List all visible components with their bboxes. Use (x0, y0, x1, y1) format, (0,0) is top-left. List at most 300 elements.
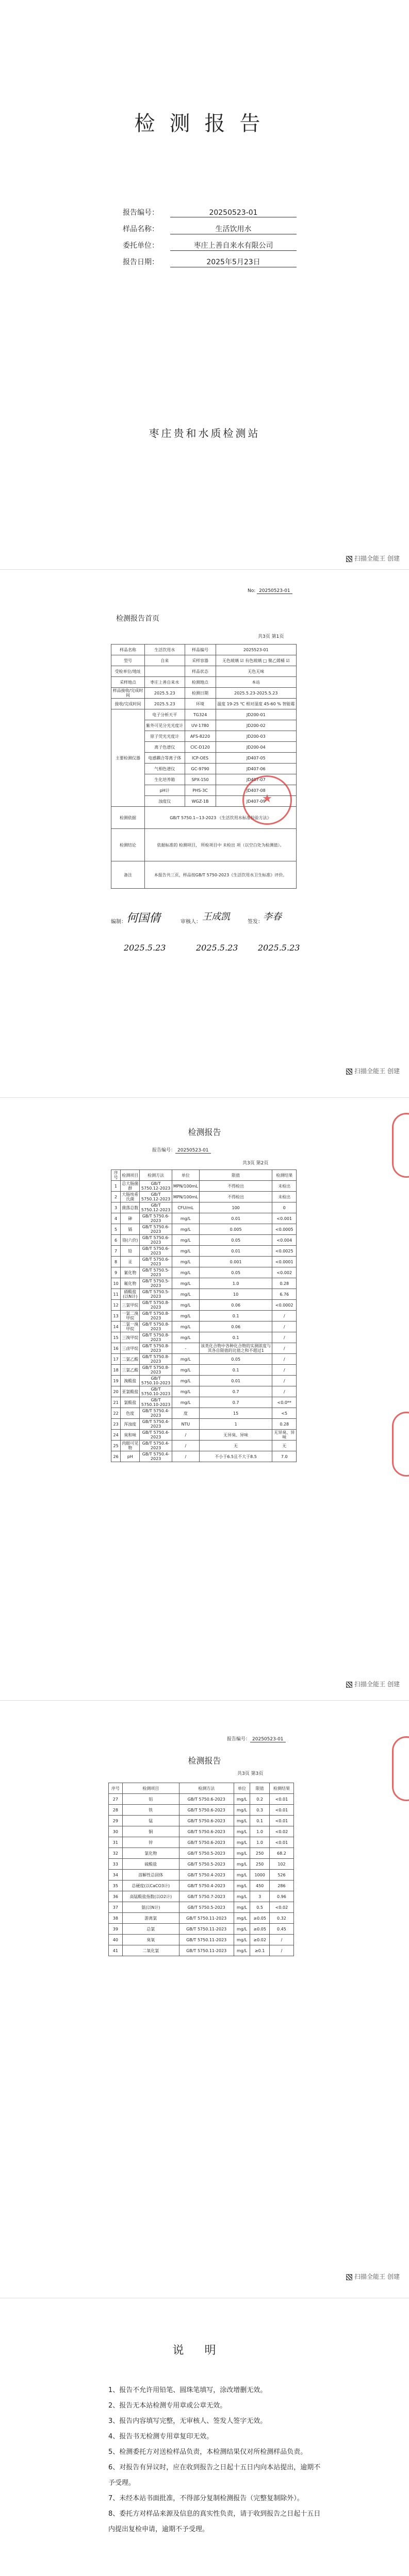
table-cell: 17 (111, 1354, 121, 1365)
table-cell: 10 (111, 1278, 121, 1289)
table-cell: GB/T 5750.8-2023 (140, 1321, 172, 1332)
qr-icon (346, 1069, 352, 1075)
table-cell: 2 (111, 1192, 121, 1202)
table-cell: GB/T 5750.8-2023 (140, 1332, 172, 1343)
table-cell: GB/T 5750.8-2023 (140, 1365, 172, 1376)
table-row: 离子色谱仪 CIC-D120 JD200-04 (111, 742, 297, 753)
table-cell: 1.0 (199, 1278, 272, 1289)
page-2-title: 检测报告 (188, 1127, 221, 1137)
table-cell: mg/L (172, 1397, 199, 1408)
table-cell: / (272, 1386, 297, 1397)
table-cell: 0.06 (199, 1321, 272, 1332)
table-cell: 34 (109, 1870, 123, 1880)
table-cell: <0.002 (272, 1267, 297, 1278)
table-cell: 68.2 (269, 1848, 293, 1859)
table-cell: GB/T 5750.5-2023 (179, 1848, 234, 1859)
table-cell: 33 (109, 1859, 123, 1870)
table-row: 浊度仪 WGZ-1B JD407-09 (111, 796, 297, 807)
table-cell: mg/L (172, 1321, 199, 1332)
table-cell: <0.001 (272, 1213, 297, 1224)
table-cell: 未检出 (272, 1192, 297, 1202)
table-cell: 3 (111, 1202, 121, 1213)
page-divider (0, 569, 409, 570)
table-cell: mg/L (234, 1837, 250, 1848)
table-row (111, 1321, 297, 1332)
table-row (111, 1440, 297, 1451)
table-cell: GB/T 5750.5-2023 (179, 1859, 234, 1870)
table-row (111, 1192, 297, 1202)
table-cell: 0.001 (199, 1257, 272, 1267)
table-cell: 总硬度(以CaCO3计) (122, 1880, 179, 1891)
table-cell: 砷 (121, 1213, 140, 1224)
table-cell: 6 (111, 1235, 121, 1246)
table-cell: ≥0.02 (250, 1935, 270, 1945)
table-cell: mg/L (234, 1945, 250, 1956)
table-cell: 溶解性总固体 (122, 1870, 179, 1880)
table-cell: / (172, 1440, 199, 1451)
table-row (111, 1419, 297, 1430)
table-cell: 286 (269, 1880, 293, 1891)
table-cell: GB/T 5750.10-2023 (140, 1386, 172, 1397)
report-page-3 (0, 1705, 409, 2287)
table-cell: 菌落总数 (121, 1202, 140, 1213)
table-cell: GB/T 5750.5-2023 (140, 1267, 172, 1278)
table-cell: MPN/100mL (172, 1181, 199, 1192)
table-cell: GB/T 5750.4-2023 (179, 1870, 234, 1880)
table-cell: 无异臭、异味 (199, 1430, 272, 1440)
table-cell: GB/T 5750.8-2023 (140, 1300, 172, 1311)
table-cell: 二氯乙酸 (121, 1354, 140, 1365)
table-row (109, 1848, 294, 1859)
table-cell: 大肠埃希氏菌 (121, 1192, 140, 1202)
table-cell: mg/L (234, 1924, 250, 1935)
table-cell: GB/T 5750.6-2023 (140, 1235, 172, 1246)
table-cell: mg/L (172, 1246, 199, 1257)
table-row (109, 1837, 294, 1848)
table-cell: 镉 (121, 1224, 140, 1235)
table-cell: <0.0005 (272, 1224, 297, 1235)
table-cell: 臭氧 (122, 1935, 179, 1945)
cover-issue-date: 报告日期： 2025年5月23日 (123, 257, 308, 267)
table-cell: GB/T 5750.4-2023 (140, 1419, 172, 1430)
table-cell: 一氯二溴甲烷 (121, 1311, 140, 1321)
table-cell: 0.28 (272, 1278, 297, 1289)
table-cell: / (172, 1451, 199, 1462)
table-row (111, 1332, 297, 1343)
page-info: 共3页 第1页 (258, 634, 284, 639)
table-cell: <0.01 (269, 1816, 293, 1826)
table-cell: / (269, 1935, 293, 1945)
table-row (111, 1278, 297, 1289)
table-cell: 16 (111, 1343, 121, 1354)
table-cell: <0.01 (269, 1794, 293, 1805)
column-header: 限值 (199, 1170, 272, 1181)
table-row: 气相色谱仪 GC-9790 JD407-06 (111, 764, 297, 774)
table-cell: 0.96 (269, 1891, 293, 1902)
seam-stamp (392, 1113, 409, 1178)
table-cell: 5 (111, 1224, 121, 1235)
note-item: 6、对报告有异议时，应在收到报告之日起十五日内向本站提出，逾期不予受理。 (108, 2464, 321, 2487)
table-cell: mg/L (172, 1235, 199, 1246)
table-cell: GB/T 5750.8-2023 (140, 1354, 172, 1365)
table-row (111, 1246, 297, 1257)
table-row (111, 1311, 297, 1321)
cover-title: 检测报告 (134, 112, 275, 135)
table-cell: 250 (250, 1859, 270, 1870)
table-cell: 38 (109, 1913, 123, 1924)
table-cell: GB/T 5750.6-2023 (140, 1213, 172, 1224)
table-cell: 41 (109, 1945, 123, 1956)
column-header: 检测项目 (122, 1783, 179, 1794)
table-row: 检测依据 GB/T 5750.1~13-2023 《生活饮用水标准检验方法》 (111, 807, 297, 829)
table-row (109, 1902, 294, 1913)
table-header-row (111, 1170, 297, 1181)
qr-icon (346, 556, 352, 562)
table-row (111, 1376, 297, 1386)
table-cell: GB/T 5750.11-2023 (179, 1945, 234, 1956)
table-cell: 12 (111, 1300, 121, 1311)
table-cell: 硫酸盐 (122, 1859, 179, 1870)
table-row (109, 1816, 294, 1826)
table-cell: 39 (109, 1924, 123, 1935)
table-cell: 无异臭、异味 (272, 1430, 297, 1440)
table-cell: 三卤甲烷 (121, 1343, 140, 1354)
table-row (111, 1451, 297, 1462)
table-cell: 11 (111, 1289, 121, 1300)
table-cell: 10 (199, 1289, 272, 1300)
table-cell: mg/L (172, 1267, 199, 1278)
table-row: pH计 PHS-3C JD407-08 (111, 785, 297, 796)
table-cell: mg/L (172, 1332, 199, 1343)
table-cell: 21 (111, 1397, 121, 1408)
table-cell: 0.32 (269, 1913, 293, 1924)
table-cell: 32 (109, 1848, 123, 1859)
table-cell: GB/T 5750.12-2023 (140, 1181, 172, 1192)
checker-label: 审核人： (181, 919, 201, 925)
table-cell: mg/L (234, 1826, 250, 1837)
table-cell: 31 (109, 1837, 123, 1848)
table-row (109, 1794, 294, 1805)
table-row (109, 1826, 294, 1837)
column-header: 限值 (250, 1783, 270, 1794)
seam-stamp (392, 1412, 409, 1477)
table-cell: - (172, 1343, 199, 1354)
table-cell: 37 (109, 1902, 123, 1913)
table-row (111, 1235, 297, 1246)
table-cell: / (272, 1365, 297, 1376)
table-cell: 铜 (122, 1826, 179, 1837)
table-cell: 该类化合物中各种化合物的实测浓度与其各自限值的比值之和不超过1 (199, 1343, 272, 1354)
table-cell: GB/T 5750.6-2023 (140, 1257, 172, 1267)
table-cell: 0.28 (272, 1419, 297, 1430)
table-cell: GB/T 5750.4-2023 (179, 1880, 234, 1891)
table-cell: 25 (111, 1440, 121, 1451)
scan-watermark: 扫描全能王 创建 (346, 554, 400, 563)
notes-title: 说明 (172, 2344, 237, 2357)
table-cell: / (272, 1311, 297, 1321)
table-cell: mg/L (172, 1311, 199, 1321)
table-row (111, 1289, 297, 1300)
table-cell: 0.1 (199, 1365, 272, 1376)
table-cell: GB/T 5750.6-2023 (179, 1805, 234, 1816)
table-cell: GB/T 5750.4-2023 (140, 1451, 172, 1462)
scan-watermark: 扫描全能王 创建 (346, 2272, 400, 2281)
table-cell: 30 (109, 1826, 123, 1837)
table-row (111, 1224, 297, 1235)
table-cell: mg/L (234, 1891, 250, 1902)
column-header: 检测结果 (269, 1783, 293, 1794)
table-cell: 0.005 (199, 1224, 272, 1235)
table-cell: 0 (272, 1202, 297, 1213)
table-cell: 18 (111, 1365, 121, 1376)
table-cell: 氟化物 (121, 1278, 140, 1289)
table-cell: 三氯甲烷 (121, 1300, 140, 1311)
table-cell: CFU/mL (172, 1202, 199, 1213)
table-cell: mg/L (234, 1859, 250, 1870)
table-cell: 0.1 (250, 1816, 270, 1826)
column-header: 单位 (172, 1170, 199, 1181)
table-row (111, 1257, 297, 1267)
table-header-row (109, 1783, 294, 1794)
approver-date: 2025.5.23 (258, 943, 300, 953)
table-row: 电感耦合等离子体 ICP-OES JD407-05 (111, 753, 297, 764)
table-cell: 7 (111, 1246, 121, 1257)
table-cell: 不小于6.5且不大于8.5 (199, 1451, 272, 1462)
table-cell: <0.0002 (272, 1300, 297, 1311)
table-cell: 0.5 (250, 1902, 270, 1913)
table-cell: mg/L (234, 1913, 250, 1924)
table-cell: / (269, 1945, 293, 1956)
table-cell: <0.004 (272, 1235, 297, 1246)
table-row (109, 1859, 294, 1870)
table-cell: 铝 (122, 1794, 179, 1805)
table-cell: 0.1 (199, 1311, 272, 1321)
table-row (109, 1870, 294, 1880)
table-row: 样品名称 生活饮用水 样品编号 2025523-01 (111, 645, 297, 655)
page-2-report-no: 报告编号： 20250523-01 (152, 1146, 211, 1153)
table-row: 接收/完成时间 2025.5.23 环境 温度 19-25 ℃ 相对湿度 45-60 % 智能霉 (111, 699, 297, 709)
note-item: 5、检测委托方对送检样品负责，本检测结果仅对所检测样品负责。 (108, 2448, 307, 2456)
cover-sample-name: 样品名称： 生活饮用水 (123, 224, 308, 234)
table-row (111, 1365, 297, 1376)
table-row: 样品接收/完成时间 2025.5.23 检测日期 2025.5.23-2025.5.23 (111, 688, 297, 699)
table-row: 采样地点 枣庄上善自来水 检测地点 本站 (111, 677, 297, 688)
cover-page (0, 0, 409, 567)
table-cell: GB/T 5750.6-2023 (179, 1816, 234, 1826)
approver-label: 签发： (248, 919, 263, 925)
table-cell: GB/T 5750.6-2023 (140, 1224, 172, 1235)
table-cell: MPN/100mL (172, 1192, 199, 1202)
table-row (111, 1267, 297, 1278)
table-cell: / (272, 1332, 297, 1343)
table-cell: mg/L (172, 1257, 199, 1267)
column-header: 单位 (234, 1783, 250, 1794)
table-cell: 二氧化氯 (122, 1945, 179, 1956)
signer-date: 2025.5.23 (124, 943, 166, 953)
table-cell: 36 (109, 1891, 123, 1902)
table-cell: 氨(以N计) (122, 1902, 179, 1913)
page-divider (0, 1097, 409, 1098)
notes-list (108, 2383, 325, 2537)
table-cell: 19 (111, 1376, 121, 1386)
table-row (111, 1386, 297, 1397)
table-cell: 0.01 (199, 1213, 272, 1224)
table-cell: NTU (172, 1419, 199, 1430)
table-cell: mg/L (172, 1365, 199, 1376)
table-cell: 亚氯酸盐 (121, 1386, 140, 1397)
table-cell: / (272, 1376, 297, 1386)
table-row (109, 1880, 294, 1891)
table-cell: 526 (269, 1870, 293, 1880)
note-item: 4、报告书无检测专用章复印无效。 (108, 2433, 214, 2441)
table-cell: 1.0 (250, 1837, 270, 1848)
table-cell: 不得检出 (199, 1192, 272, 1202)
table-cell: 铅 (121, 1246, 140, 1257)
note-item: 2、报告无本站检测专用章或公章无效。 (108, 2402, 227, 2410)
table-cell: <0.0025 (272, 1246, 297, 1257)
table-cell: GB/T 5750.10-2023 (140, 1376, 172, 1386)
table-cell: 汞 (121, 1257, 140, 1267)
table-cell: 100 (199, 1202, 272, 1213)
table-cell: GB/T 5750.6-2023 (179, 1837, 234, 1848)
page-3-title: 检测报告 (188, 1756, 221, 1766)
column-header: 检测方法 (179, 1783, 234, 1794)
table-cell: ≥0.1 (250, 1945, 270, 1956)
approver-signature: 李春 (263, 911, 282, 922)
table-cell: 250 (250, 1848, 270, 1859)
table-cell: pH (121, 1451, 140, 1462)
table-row (111, 1300, 297, 1311)
table-row (109, 1924, 294, 1935)
table-cell: 三溴甲烷 (121, 1332, 140, 1343)
table-cell: mg/L (234, 1848, 250, 1859)
table-cell: 高锰酸盐指数(以O2计) (122, 1891, 179, 1902)
table-cell: GB/T 5750.5-2023 (140, 1289, 172, 1300)
table-row (109, 1913, 294, 1924)
table-row (111, 1181, 297, 1192)
table-cell: 1000 (250, 1870, 270, 1880)
table-cell: <0.0001 (272, 1257, 297, 1267)
table-cell: GB/T 5750.7-2023 (179, 1891, 234, 1902)
scan-watermark: 扫描全能王 创建 (346, 1680, 400, 1688)
table-cell: 0.7 (199, 1397, 272, 1408)
table-cell: mg/L (172, 1300, 199, 1311)
table-cell: mg/L (234, 1880, 250, 1891)
table-row (109, 1891, 294, 1902)
table-cell: GB/T 5750.4-2023 (140, 1408, 172, 1419)
table-row: 主要检测仪器 电子分析天平 TG324 JD200-01 (111, 709, 297, 720)
table-row: 受检单位/地址 样品状态 无色无味 (111, 666, 297, 677)
table-cell: 14 (111, 1321, 121, 1332)
table-cell: 0.45 (269, 1924, 293, 1935)
table-cell: GB/T 5750.8-2023 (140, 1343, 172, 1354)
table-row (109, 1935, 294, 1945)
table-cell: 0.05 (199, 1354, 272, 1365)
table-cell: 0.2 (250, 1794, 270, 1805)
table-row: 型号 自来 采样容器 无色玻璃 ☑ 有色玻璃 □ 聚乙烯桶 ☑ (111, 655, 297, 666)
table-row (111, 1354, 297, 1365)
table-row (111, 1408, 297, 1419)
table-cell: <5 (272, 1408, 297, 1419)
table-cell: 浑浊度 (121, 1419, 140, 1430)
table-cell: mg/L (234, 1935, 250, 1945)
table-cell: 1.0 (250, 1826, 270, 1837)
table-cell: 溴酸盐 (121, 1376, 140, 1386)
table-cell: 硝酸盐(以N计) (121, 1289, 140, 1300)
qr-icon (346, 2274, 352, 2280)
table-cell: mg/L (234, 1816, 250, 1826)
table-cell: 4 (111, 1213, 121, 1224)
table-cell: 20 (111, 1386, 121, 1397)
table-cell: 9 (111, 1267, 121, 1278)
table-row (111, 1202, 297, 1213)
table-cell: 0.3 (250, 1805, 270, 1816)
table-cell: 氯化物 (122, 1848, 179, 1859)
checker-date: 2025.5.23 (196, 943, 238, 953)
table-cell: 氰化物 (121, 1267, 140, 1278)
table-row: 原子荧光光度计 AFS-8220 JD200-03 (111, 731, 297, 742)
table-cell: mg/L (172, 1386, 199, 1397)
table-cell: 7.0 (272, 1451, 297, 1462)
table-cell: 0.7 (199, 1386, 272, 1397)
page-divider (0, 1700, 409, 1701)
table-cell: 3 (250, 1891, 270, 1902)
table-cell: GB/T 5750.11-2023 (179, 1924, 234, 1935)
report-page-2 (0, 1103, 409, 1700)
table-cell: GB/T 5750.6-2023 (179, 1826, 234, 1837)
signer-label: 编制： (111, 919, 126, 925)
table-cell: GB/T 5750.4-2023 (140, 1430, 172, 1440)
table-cell: GB/T 5750.12-2023 (140, 1202, 172, 1213)
table-row: 生化培养箱 SPX-150 JD407-07 (111, 774, 297, 785)
table-cell: mg/L (172, 1213, 199, 1224)
table-cell: 总大肠菌群 (121, 1181, 140, 1192)
qr-icon (346, 1682, 352, 1688)
table-cell: GB/T 5750.11-2023 (179, 1935, 234, 1945)
table-row: 检测结论 依据标准的 检测项目， 所检项目中 未检出 项（以空白处为检测值）。 (111, 829, 297, 861)
table-cell: 臭和味 (121, 1430, 140, 1440)
table-cell: 游离氯 (122, 1913, 179, 1924)
page-3-info: 共3页 第3页 (237, 1771, 264, 1776)
table-cell: 8 (111, 1257, 121, 1267)
column-header: 序号 (111, 1170, 121, 1181)
table-cell: 0.05 (199, 1267, 272, 1278)
table-cell: / (272, 1343, 297, 1354)
table-cell: mg/L (172, 1278, 199, 1289)
report-number: No: 20250523-01 (248, 588, 292, 594)
table-cell: 26 (111, 1451, 121, 1462)
table-cell: 铁 (122, 1805, 179, 1816)
table-cell: 0.06 (199, 1300, 272, 1311)
cover-client: 委托单位： 枣庄上善自来水有限公司 (123, 240, 308, 251)
checker-signature: 王成凯 (202, 911, 230, 922)
page-3-results-table (108, 1783, 294, 1956)
table-cell: / (272, 1354, 297, 1365)
table-cell: <0.02 (269, 1902, 293, 1913)
table-cell: / (272, 1321, 297, 1332)
station-name: 枣庄贵和水质检测站 (149, 427, 260, 439)
table-cell: 102 (269, 1859, 293, 1870)
table-cell: ≥0.05 (250, 1924, 270, 1935)
table-cell: 三氯乙酸 (121, 1365, 140, 1376)
table-cell: GB/T 5750.5-2023 (179, 1902, 234, 1913)
table-cell: GB/T 5750.6-2023 (140, 1246, 172, 1257)
scan-watermark: 扫描全能王 创建 (346, 1066, 400, 1075)
table-cell: 锌 (122, 1837, 179, 1848)
table-cell: 0.01 (199, 1246, 272, 1257)
table-cell: 23 (111, 1419, 121, 1430)
table-cell: 29 (109, 1816, 123, 1826)
